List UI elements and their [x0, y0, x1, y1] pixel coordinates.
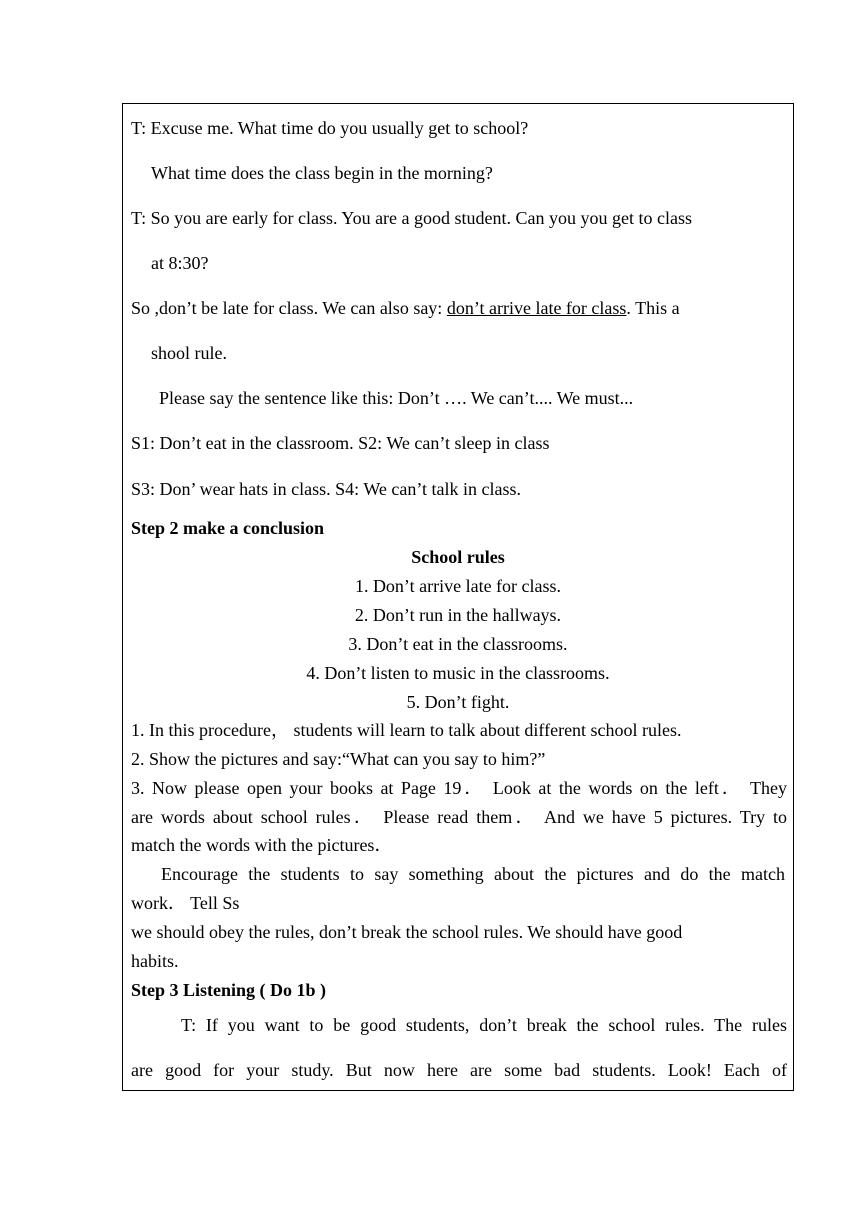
dialogue-line: S1: Don’t eat in the classroom. S2: We can’t sleep in class — [131, 433, 550, 453]
rules-title: School rules — [411, 547, 505, 567]
dialogue-line: shool rule. — [151, 343, 227, 363]
dialogue-line: at 8:30? — [151, 253, 209, 273]
teacher-line: T: If you want to be good students, don’t break the school rules. The rules — [181, 1015, 787, 1035]
procedure-line: 1. In this procedure， students will learn to talk about different school rules. — [131, 720, 682, 740]
procedure-line: are words about school rules． Please read them． And we have 5 pictures. Try to — [131, 807, 787, 827]
dialogue-line: Please say the sentence like this: Don’t …. We can’t.... We must... — [159, 388, 634, 408]
dialogue-line — [131, 297, 680, 319]
procedure-line: habits. — [131, 951, 179, 971]
procedure-line: we should obey the rules, don’t break the school rules. We should have good — [131, 922, 683, 942]
dialogue-text: . This a — [626, 298, 680, 318]
lesson-plan-cell — [122, 103, 794, 1091]
underlined-phrase: don’t arrive late for class — [446, 298, 627, 318]
procedure-line: match the words with the pictures． — [131, 835, 393, 855]
rule-item: 3. Don’t eat in the classrooms. — [348, 634, 568, 654]
procedure-line: work． Tell Ss — [131, 893, 240, 913]
rule-item: 5. Don’t fight. — [406, 692, 510, 712]
step-heading: Step 3 Listening ( Do 1b ) — [131, 980, 327, 1000]
dialogue-line: What time does the class begin in the morning? — [151, 163, 493, 183]
procedure-line: 3. Now please open your books at Page 19． Look at the words on the left． They — [131, 778, 787, 798]
procedure-line: Encourage the students to say something about the pictures and do the match — [161, 864, 785, 884]
rule-item: 1. Don’t arrive late for class. — [354, 576, 562, 596]
rule-item: 4. Don’t listen to music in the classrooms. — [306, 663, 610, 683]
step-heading: Step 2 make a conclusion — [131, 518, 325, 538]
procedure-line: 2. Show the pictures and say:“What can you say to him?” — [131, 749, 546, 769]
dialogue-text: So ,don’t be late for class. We can also say: — [131, 298, 447, 318]
rule-item: 2. Don’t run in the hallways. — [354, 605, 562, 625]
dialogue-line: T: Excuse me. What time do you usually get to school? — [131, 118, 529, 138]
dialogue-line: S3: Don’ wear hats in class. S4: We can’t talk in class. — [131, 479, 521, 499]
teacher-line: are good for your study. But now here are some bad students. Look! Each of — [131, 1060, 787, 1080]
dialogue-line: T: So you are early for class. You are a good student. Can you you get to class — [131, 208, 692, 228]
